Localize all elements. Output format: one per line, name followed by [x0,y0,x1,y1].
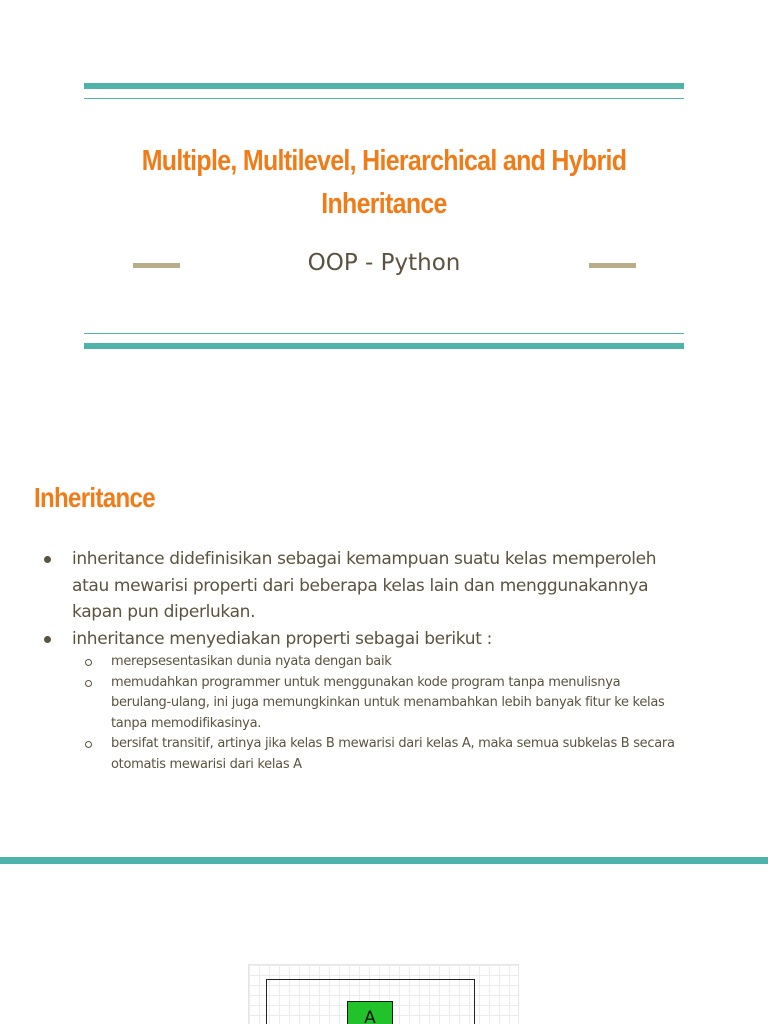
bullet-item [44,626,744,776]
slide-title-line-1: Multiple, Multilevel, Hierarchical and Hybrid [141,145,627,177]
slide-title-line-2: Inheritance [321,188,447,220]
bullet-list [44,546,744,775]
sub-bullet-item [83,673,744,735]
left-dash-decoration [133,263,180,268]
sub-bullet-line: memudahkan programmer untuk menggunakan kode program tanpa menulisnya [111,674,621,690]
sub-bullet-line: tanpa memodifikasinya. [111,715,262,731]
bullet-line: atau mewarisi properti dari beberapa kelas lain dan menggunakannya [72,575,649,596]
sub-bullet-item [83,734,744,775]
title-slide [0,0,768,432]
bottom-thick-rule [84,343,684,349]
slide-subtitle: OOP - Python [307,250,461,276]
bullet-line: kapan pun diperlukan. [72,602,256,622]
sub-bullet-list [83,652,744,775]
top-thick-rule [84,83,684,89]
slide-title [126,140,642,226]
slide-divider-bar [0,857,768,864]
bullet-dot-icon [44,636,51,643]
top-thin-rule [84,98,684,99]
hollow-circle-bullet-icon [85,741,92,748]
inheritance-slide [0,432,768,858]
bullet-line: inheritance didefinisikan sebagai kemampuan suatu kelas memperoleh [72,549,657,569]
bullet-line: inheritance menyediakan properti sebagai berikut : [72,628,492,649]
sub-bullet-line: otomatis mewarisi dari kelas A [111,756,302,772]
diagram-image [248,964,519,1024]
sub-bullet-line: bersifat transitif, artinya jika kelas B mewarisi dari kelas A, maka semua subkelas B secara [111,736,675,751]
sub-bullet-item [83,652,744,673]
class-node-a: A [347,1001,393,1024]
diagram-slide [0,864,768,1024]
slide-heading: Inheritance [34,482,155,513]
bullet-item [44,546,744,626]
subtitle-row [0,246,768,282]
bottom-thin-rule [84,333,684,334]
right-dash-decoration [589,263,636,268]
sub-bullet-line: berulang-ulang, ini juga memungkinkan untuk menambahkan lebih banyak fitur ke kelas [111,695,665,710]
hollow-circle-bullet-icon [85,659,92,666]
sub-bullet-line: merepsesentasikan dunia nyata dengan baik [111,654,392,669]
hollow-circle-bullet-icon [85,680,92,687]
bullet-dot-icon [44,556,51,563]
